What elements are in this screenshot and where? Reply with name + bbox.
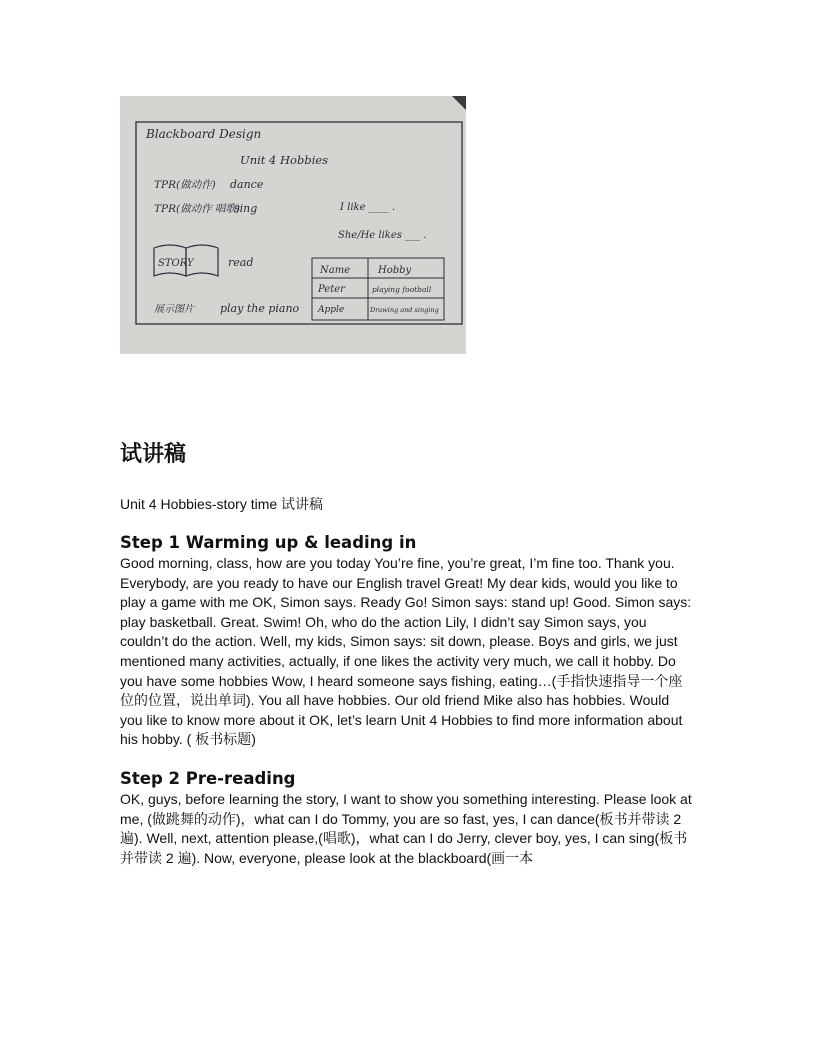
board-row-prompt: TPR(做动作 唱歌) bbox=[154, 203, 241, 215]
step1-heading: Step 1 Warming up & leading in bbox=[120, 533, 417, 552]
board-row-word: play the piano bbox=[220, 302, 300, 315]
step1-paragraph: Good morning, class, how are you today You’re fine, you’re great, I’m fine too. Thank you. bbox=[120, 555, 675, 571]
table-header: Hobby bbox=[378, 265, 412, 276]
document-title: 试讲稿 bbox=[120, 442, 187, 467]
table-header: Name bbox=[320, 265, 351, 276]
board-row-prompt: 展示图片 bbox=[154, 304, 194, 315]
board-heading: Blackboard Design bbox=[146, 127, 262, 141]
board-row-prompt: STORY bbox=[158, 258, 194, 269]
step2-heading: Step 2 Pre-reading bbox=[120, 768, 296, 788]
table-cell: Drawing and singing bbox=[370, 306, 439, 314]
table-cell: Apple bbox=[318, 305, 345, 315]
board-row-word: sing bbox=[234, 202, 258, 215]
step1-paragraph: Everybody, are you ready to have our English travel Great! My dear kids, would you like to play a game with me OK, Simon says. Ready Go! Simon says: stand up! Good. Simon says: play basketball. Great. Swim! Oh, who do the action Lily, I didn’t say Simon says, you couldn’t do the action. Well, my kids, Simon says: sit down, please. Boys and girls, we just mentioned many activities, actually, if one likes the activity very much, we call it hobby. Do you have some hobbies Wow, I heard someone says fishing, eating…(手指快速指导一个座位的位置，说出单词). You all have hobbies. Our old friend Mike also has hobbies. Would you like to know more about it OK, let’s learn Unit 4 Hobbies to find more information about his hobby. ( 板书标题) bbox=[120, 574, 692, 748]
board-row-word: read bbox=[228, 256, 254, 269]
board-sentence-2: She/He likes ___ . bbox=[338, 230, 427, 241]
board-row-prompt: TPR(做动作) bbox=[154, 179, 216, 191]
document-subtitle: Unit 4 Hobbies-story time 试讲稿 bbox=[120, 496, 324, 512]
board-sentence-1: I like ____ . bbox=[340, 202, 396, 213]
board-row-word: dance bbox=[230, 178, 264, 191]
table-cell: Peter bbox=[318, 284, 345, 295]
board-unit-title: Unit 4 Hobbies bbox=[240, 153, 329, 167]
blackboard-design-photo bbox=[120, 96, 466, 354]
table-cell: playing football bbox=[372, 285, 432, 294]
step2-paragraph: OK, guys, before learning the story, I want to show you something interesting. Please look at me, (做跳舞的动作)，what can I do Tommy, you are so fast, yes, I can dance(板书并带读 2 遍). Well, next, attention please,(唱歌)，what can I do Jerry, clever boy, yes, I can sing(板书并带读 2 遍). Now, everyone, please look at the blackboard(画一本 bbox=[120, 790, 692, 866]
lecture-script bbox=[120, 440, 692, 868]
